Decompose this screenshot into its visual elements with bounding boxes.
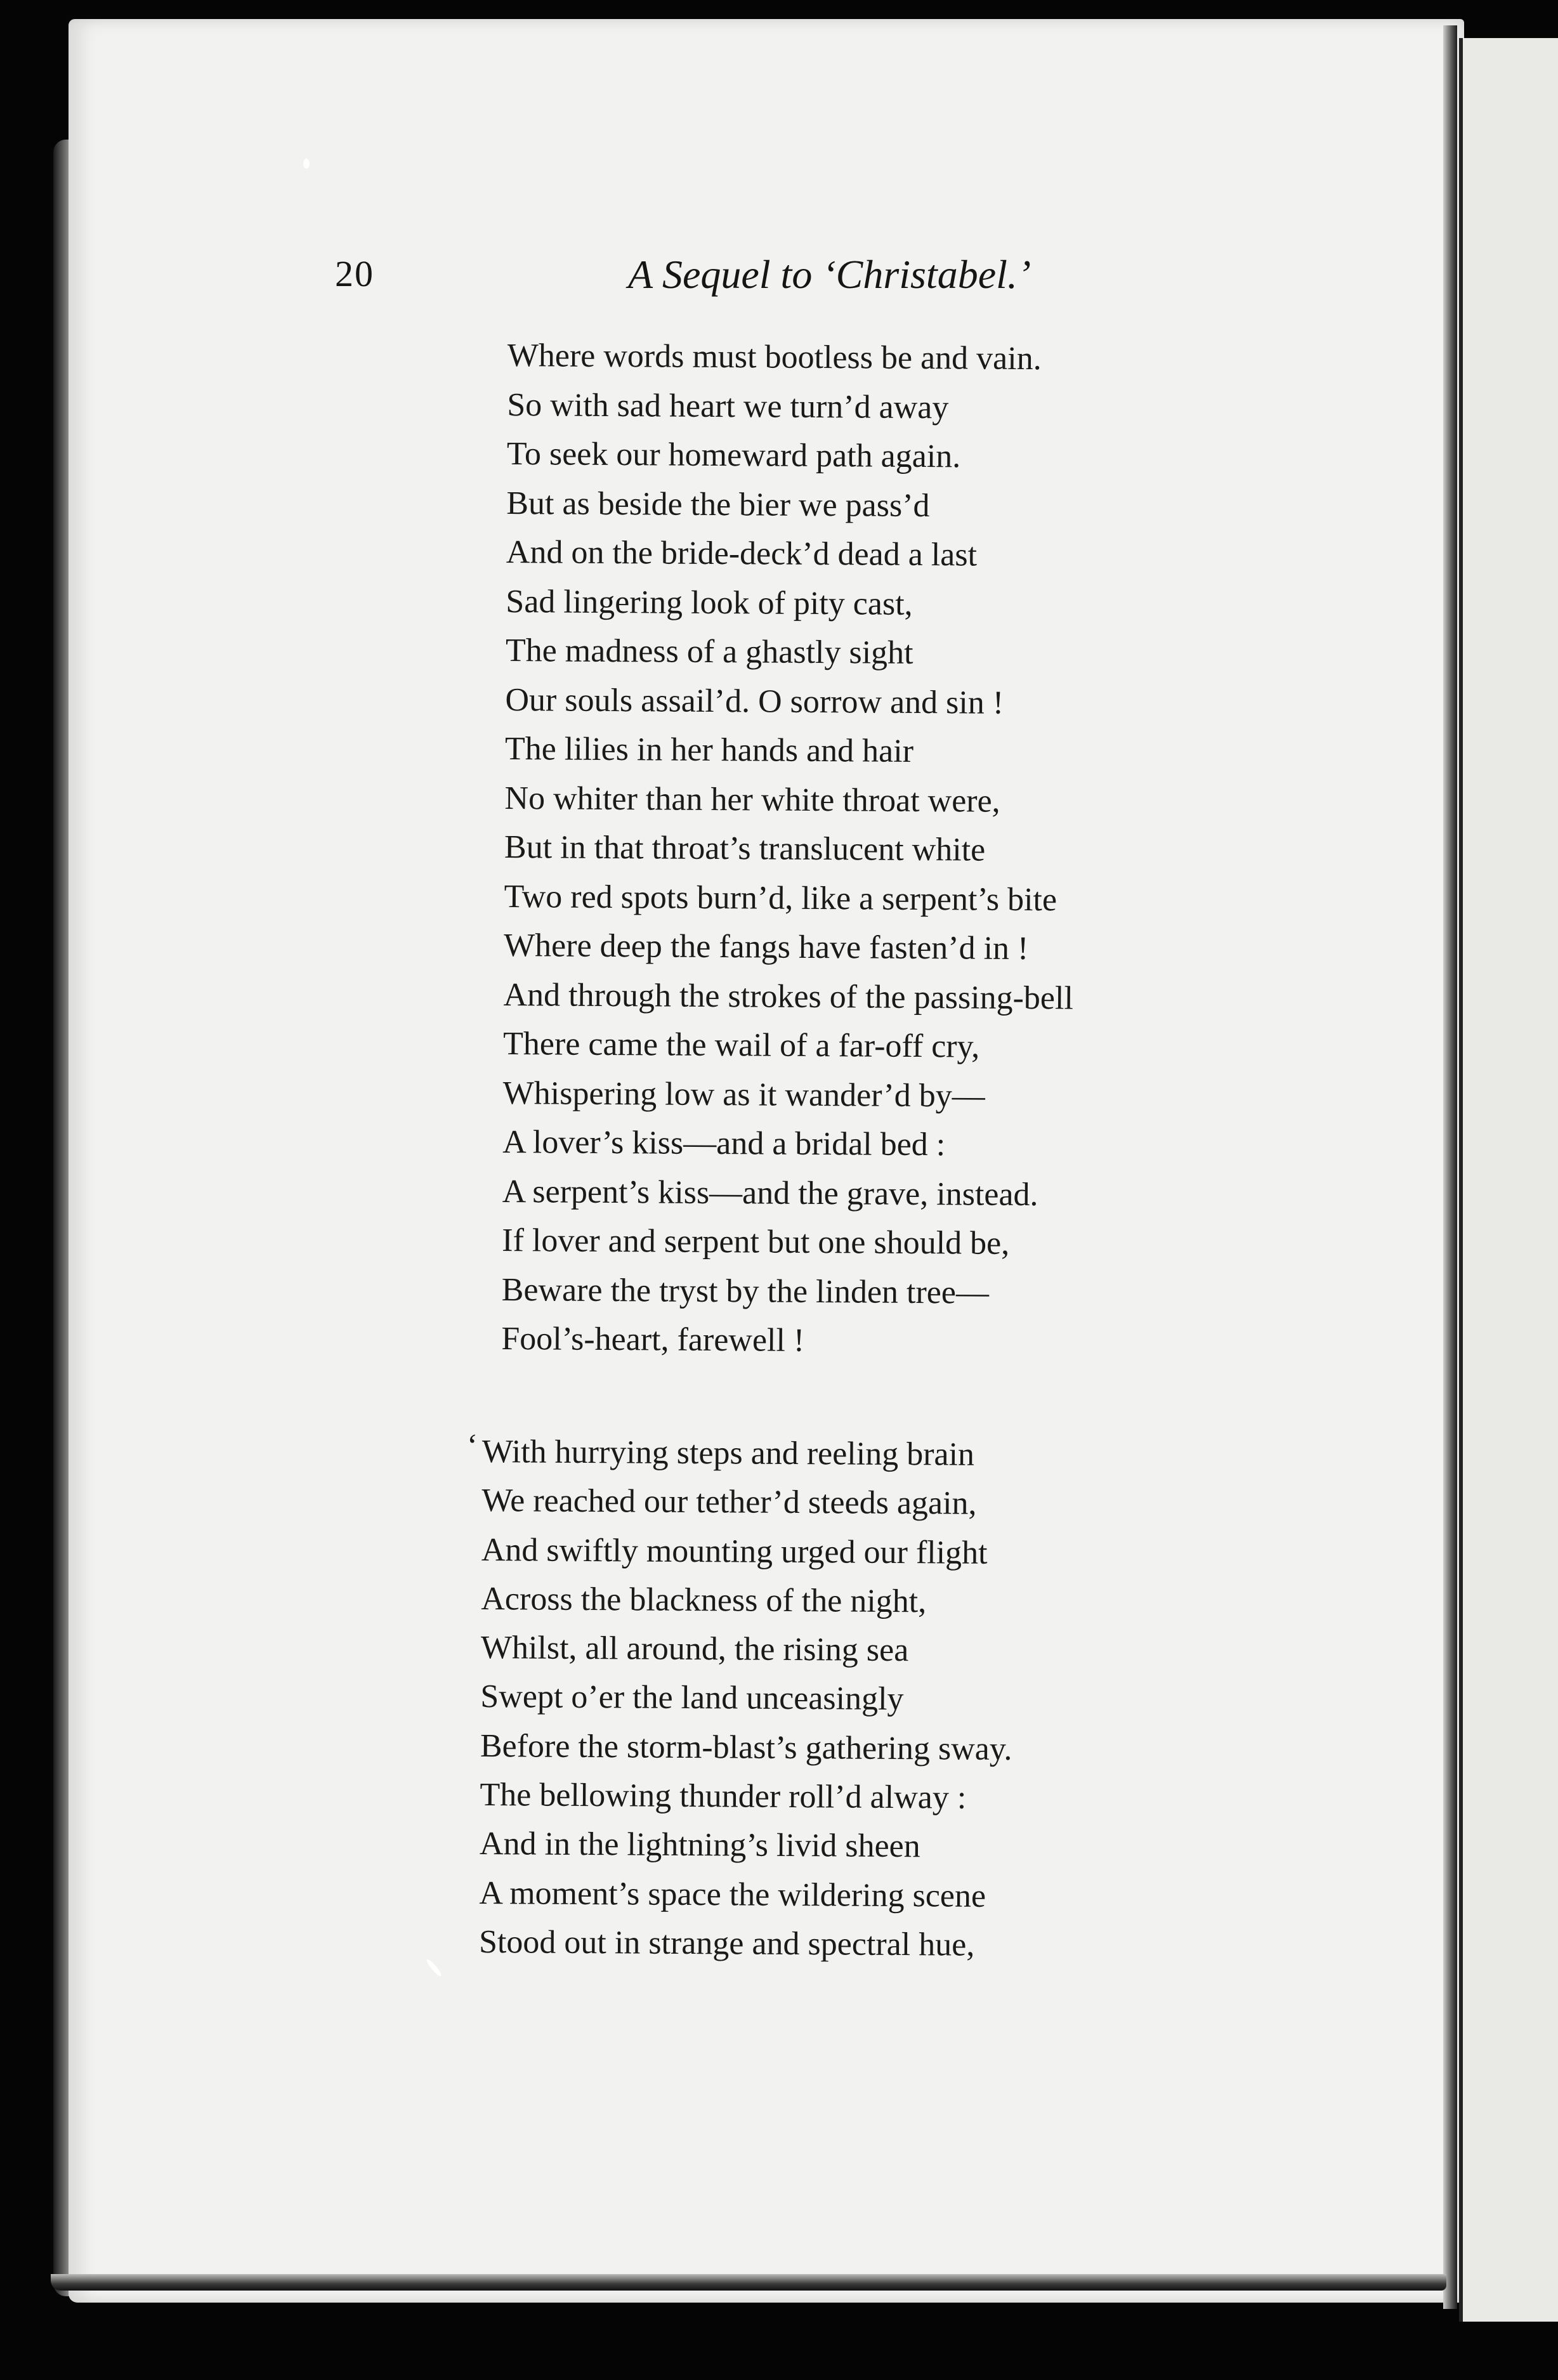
stanza-2 xyxy=(466,1427,1014,1970)
verse-line: Where words must bootless be and vain. xyxy=(507,337,1042,377)
verse-line: If lover and serpent but one should be, xyxy=(502,1222,1010,1262)
verse-line: There came the wail of a far-off cry, xyxy=(502,1025,980,1065)
verse-line: A moment’s space the wildering scene xyxy=(479,1874,986,1914)
verse-line: No whiter than her white throat were, xyxy=(504,780,1000,820)
stanza-1 xyxy=(501,331,1077,1367)
verse-line: The madness of a ghastly sight xyxy=(505,632,913,671)
verse-line: Fool’s-heart, farewell ! xyxy=(501,1320,805,1359)
paper-speck xyxy=(303,159,310,169)
verse-line: And swiftly mounting urged our flight xyxy=(481,1531,988,1571)
verse-line: And in the lightning’s livid sheen xyxy=(479,1826,920,1865)
verse-line: Two red spots burn’d, like a serpent’s bite xyxy=(504,878,1057,918)
page-number: 20 xyxy=(335,253,374,294)
binding-gutter xyxy=(1443,25,1457,2309)
verse-line: Where deep the fangs have fasten’d in ! xyxy=(503,927,1029,967)
verse-line: So with sad heart we turn’d away xyxy=(507,386,949,426)
opening-quote-mark: ‘ xyxy=(466,1427,478,1464)
verse-line: But in that throat’s translucent white xyxy=(504,828,986,868)
verse-line: Stood out in strange and spectral hue, xyxy=(478,1923,975,1963)
verse-line: Whilst, all around, the rising sea xyxy=(480,1630,909,1669)
verse-line: To seek our homeward path again. xyxy=(506,435,961,475)
verse-line: But as beside the bier we pass’d xyxy=(506,485,930,524)
verse-line: Our souls assail’d. O sorrow and sin ! xyxy=(505,681,1004,721)
verse-line: A lover’s kiss—and a bridal bed : xyxy=(502,1123,946,1163)
facing-page-edge xyxy=(1459,38,1558,2322)
verse-line: Before the storm-blast’s gathering sway. xyxy=(480,1727,1012,1767)
verse-line: Swept o’er the land unceasingly xyxy=(480,1678,904,1718)
verse-line: Sad lingering look of pity cast, xyxy=(506,583,913,622)
running-title: A Sequel to ‘Christabel.’ xyxy=(628,252,1031,297)
verse-line: Whispering low as it wander’d by— xyxy=(502,1075,985,1115)
verse-line: Across the blackness of the night, xyxy=(481,1580,927,1620)
verse-line: The bellowing thunder roll’d alway : xyxy=(480,1777,967,1816)
verse-line: A serpent’s kiss—and the grave, instead. xyxy=(502,1173,1038,1213)
page-bottom-edge xyxy=(51,2274,1446,2291)
verse-line: And on the bride-deck’d dead a last xyxy=(506,533,978,573)
verse-line: The lilies in her hands and hair xyxy=(504,730,914,769)
verse-line: With hurrying steps and reeling brain xyxy=(481,1433,975,1473)
verse-line: We reached our tether’d steeds again, xyxy=(481,1482,977,1522)
verse-line: And through the strokes of the passing-bell xyxy=(503,976,1074,1016)
verse-line: Beware the tryst by the linden tree— xyxy=(501,1271,990,1311)
